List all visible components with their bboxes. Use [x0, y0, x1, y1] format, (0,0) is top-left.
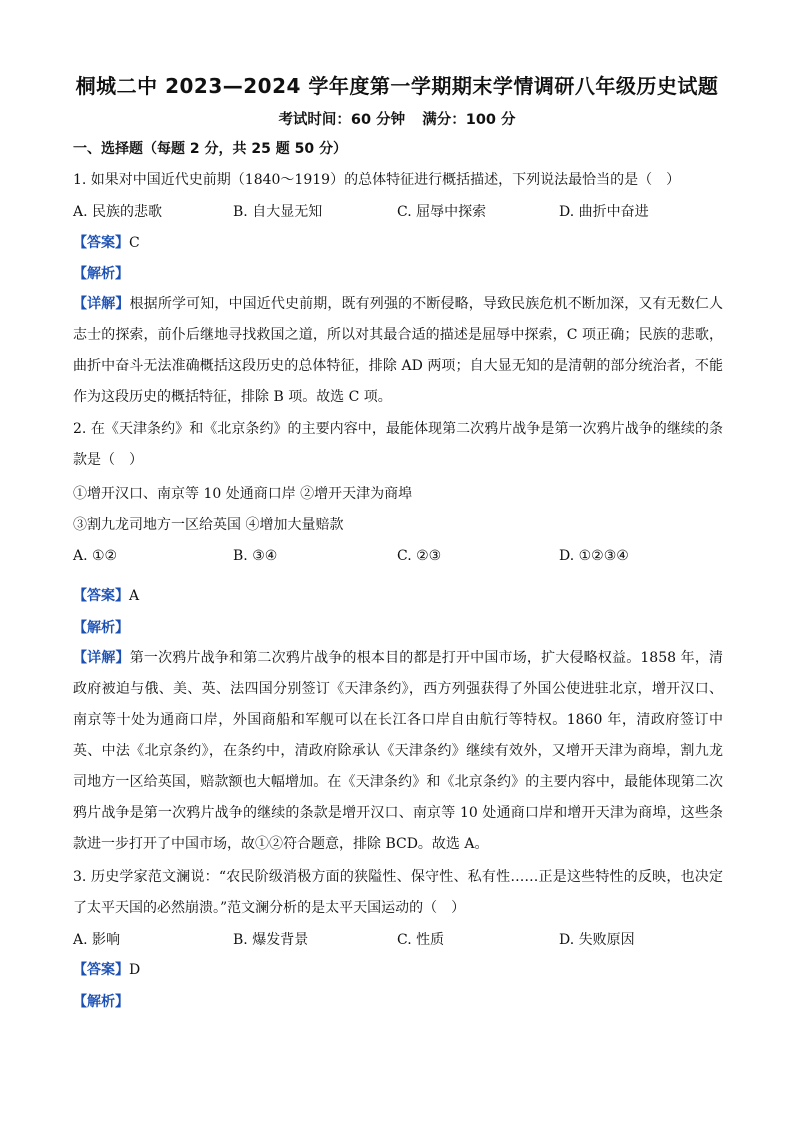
- analysis-label: 【解析】: [73, 266, 129, 282]
- answer-line: [73, 233, 140, 253]
- answer-value: D: [129, 962, 141, 978]
- option-c: C. 屈辱中探索: [397, 204, 487, 220]
- answer-value: A: [129, 588, 140, 604]
- option-c: C. 性质: [397, 932, 445, 948]
- exam-info: [0, 108, 794, 129]
- option-b: B. ③④: [233, 548, 278, 564]
- detail-paragraph: [73, 289, 723, 413]
- detail-label: 【详解】: [73, 296, 130, 312]
- question-1-stem: 1. 如果对中国近代史前期（1840～1919）的总体特征进行概括描述，下列说法最恰当的是（ ）: [73, 172, 681, 188]
- answer-label: 【答案】: [73, 235, 129, 251]
- detail-text: 第一次鸦片战争和第二次鸦片战争的根本目的都是打开中国市场，扩大侵略权益。1858 年，清政府被迫与俄、美、英、法四国分别签订《天津条约》，西方列强获得了外国公使进驻北京，增开汉口、南京等十处为通商口岸，外国商船和军舰可以在长江各口岸自由航行等特权。1860 年，清政府签订中英、中法《北京条约》，在条约中，清政府除承认《天津条约》继续有效外，又增开天津为商埠，割九龙司地方一区给英国，赔款额也大幅增加。在《天津条约》和《北京条约》的主要内容中，最能体现第二次鸦片战争是第一次鸦片战争的继续的条款是增开汉口、南京等 10 处通商口岸和增开天津为商埠，这些条款进一步打开了中国市场，故①②符合题意，排除 BCD。故选 A。: [73, 650, 724, 852]
- answer-value: C: [129, 235, 140, 251]
- option-d: D. ①②③④: [559, 548, 629, 564]
- detail-label: 【详解】: [73, 650, 130, 666]
- analysis-line: [73, 264, 129, 284]
- analysis-line: [73, 618, 129, 638]
- page-title: 桐城二中 2023—2024 学年度第一学期期末学情调研八年级历史试题: [75, 74, 719, 98]
- option-d: D. 失败原因: [559, 932, 635, 948]
- option-a: A. ①②: [73, 548, 118, 564]
- analysis-line: [73, 992, 129, 1012]
- option-b: B. 爆发背景: [233, 932, 309, 948]
- answer-line: [73, 586, 139, 606]
- option-a: A. 影响: [73, 932, 121, 948]
- exam-time: 考试时间：60 分钟: [278, 112, 406, 128]
- answer-line: [73, 960, 140, 980]
- option-b: B. 自大显无知: [233, 204, 323, 220]
- option-c: C. ②③: [397, 548, 442, 564]
- analysis-label: 【解析】: [73, 994, 129, 1010]
- answer-label: 【答案】: [73, 588, 129, 604]
- option-a: A. 民族的悲歌: [73, 204, 163, 220]
- question-2-items-1: ①增开汉口、南京等 10 处通商口岸 ②增开天津为商埠: [73, 486, 413, 502]
- full-score: 满分：100 分: [422, 112, 516, 128]
- question-2-stem: 2. 在《天津条约》和《北京条约》的主要内容中，最能体现第二次鸦片战争是第一次鸦片战争的继续的条款是（ ）: [73, 421, 723, 468]
- detail-paragraph: [73, 643, 723, 860]
- answer-label: 【答案】: [73, 962, 129, 978]
- section-heading: 一、选择题（每题 2 分，共 25 题 50 分）: [73, 141, 347, 157]
- analysis-label: 【解析】: [73, 620, 129, 636]
- question-2-items-2: ③割九龙司地方一区给英国 ④增加大量赔款: [73, 517, 344, 533]
- detail-text: 根据所学可知，中国近代史前期，既有列强的不断侵略，导致民族危机不断加深，又有无数仁人志士的探索，前仆后继地寻找救国之道，所以对其最合适的描述是屈辱中探索，C 项正确；民族的悲歌，曲折中奋斗无法准确概括这段历史的总体特征，排除 AD 两项；自大显无知的是清朝的部分统治者，不能作为这段历史的概括特征，排除 B 项。故选 C 项。: [73, 296, 724, 405]
- question-3-stem: 3. 历史学家范文澜说：“农民阶级消极方面的狭隘性、保守性、私有性……正是这些特性的反映，也决定了太平天国的必然崩溃。”范文澜分析的是太平天国运动的（ ）: [73, 869, 723, 916]
- option-d: D. 曲折中奋进: [559, 204, 649, 220]
